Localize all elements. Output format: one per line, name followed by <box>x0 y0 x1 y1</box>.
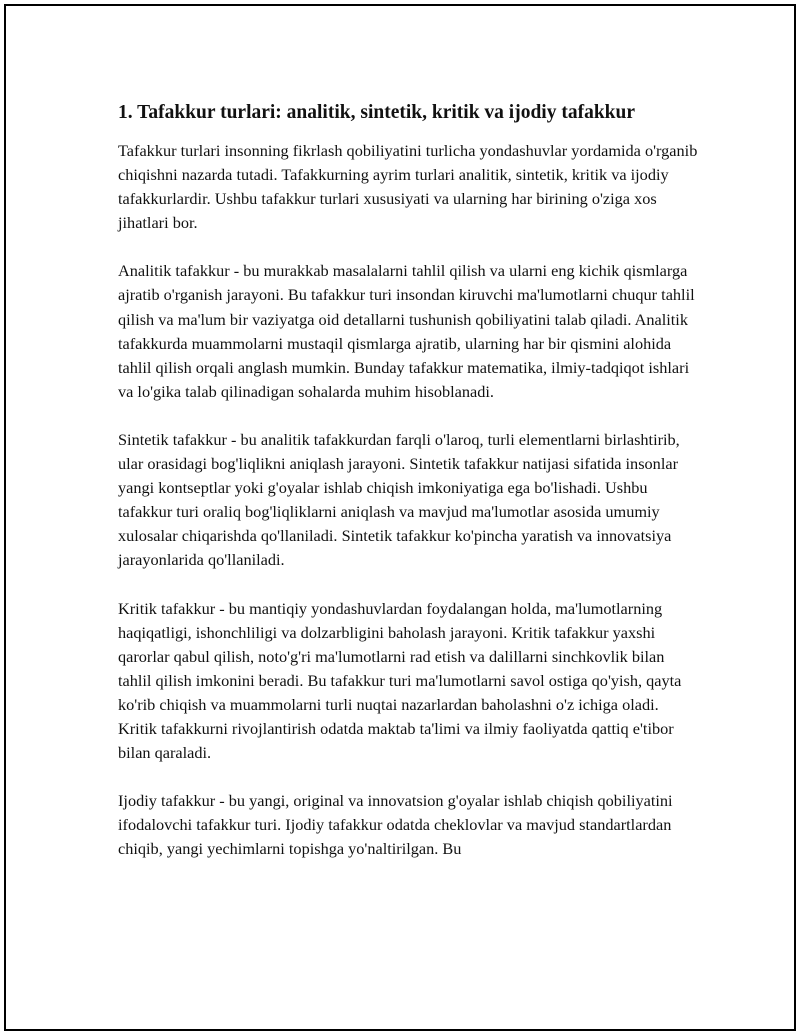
paragraph-creative: Ijodiy tafakkur - bu yangi, original va innovatsion g'oyalar ishlab chiqish qobiliyatini ifodalovchi tafakkur turi. Ijodiy tafakkur odatda cheklovlar va mavjud standartlardan chiqib, yangi yechimlarni topishga yo'naltirilgan. Bu <box>118 791 673 859</box>
paragraph-analytic: Analitik tafakkur - bu murakkab masalalarni tahlil qilish va ularni eng kichik qismlarga ajratib o'rganish jarayoni. Bu tafakkur turi insondan kiruvchi ma'lumotlarni chuqur tahlil qilish va ma'lum bir vaziyatga oid detallarni tushunish qobiliyatini talab qiladi. Analitik tafakkurda muammolarni mustaqil qismlarga ajratib, ularning har bir qismini alohida tahlil qilish orqali anglash mumkin. Bunday tafakkur matematika, ilmiy-tadqiqot ishlari va lo'gika talab qilinadigan sohalarda muhim hisoblanadi. <box>118 261 695 401</box>
document-body <box>118 100 698 885</box>
paragraph-synthetic: Sintetik tafakkur - bu analitik tafakkurdan farqli o'laroq, turli elementlarni birlashtirib, ular orasidagi bog'liqlikni aniqlash jarayoni. Sintetik tafakkur natijasi sifatida insonlar yangi kontseptlar yoki g'oyalar ishlab chiqish imkoniyatiga ega bo'lishadi. Ushbu tafakkur turi oraliq bog'liqliklarni aniqlash va mavjud ma'lumotlar asosida umumiy xulosalar chiqarishda qo'llaniladi. Sintetik tafakkur ko'pincha yaratish va innovatsiya jarayonlarida qo'llaniladi. <box>118 429 680 570</box>
section-heading: 1. Tafakkur turlari: analitik, sintetik, kritik va ijodiy tafakkur <box>118 102 636 123</box>
paragraph-intro: Tafakkur turlari insonning fikrlash qobiliyatini turlicha yondashuvlar yordamida o'rganib chiqishni nazarda tutadi. Tafakkurning ayrim turlari analitik, sintetik, kritik va ijodiy tafakkurlardir. Ushbu tafakkur turlari xususiyati va ularning har birining o'ziga xos jihatlari bor. <box>118 141 698 233</box>
page-frame <box>4 4 796 1031</box>
paragraph-critical: Kritik tafakkur - bu mantiqiy yondashuvlardan foydalangan holda, ma'lumotlarning haqiqatligi, ishonchliligi va dolzarbligini baholash jarayoni. Kritik tafakkur yaxshi qarorlar qabul qilish, noto'g'ri ma'lumotlarni rad etish va dalillarni sinchkovlik bilan tahlil qilish imkonini beradi. Bu tafakkur turi ma'lumotlarni savol ostiga qo'yish, qayta ko'rib chiqish va muammolarni turli nuqtai nazarlardan baholashni o'z ichiga oladi. Kritik tafakkurni rivojlantirish odatda maktab ta'limi va ilmiy faoliyatda qattiq e'tibor bilan qaraladi. <box>118 598 682 763</box>
